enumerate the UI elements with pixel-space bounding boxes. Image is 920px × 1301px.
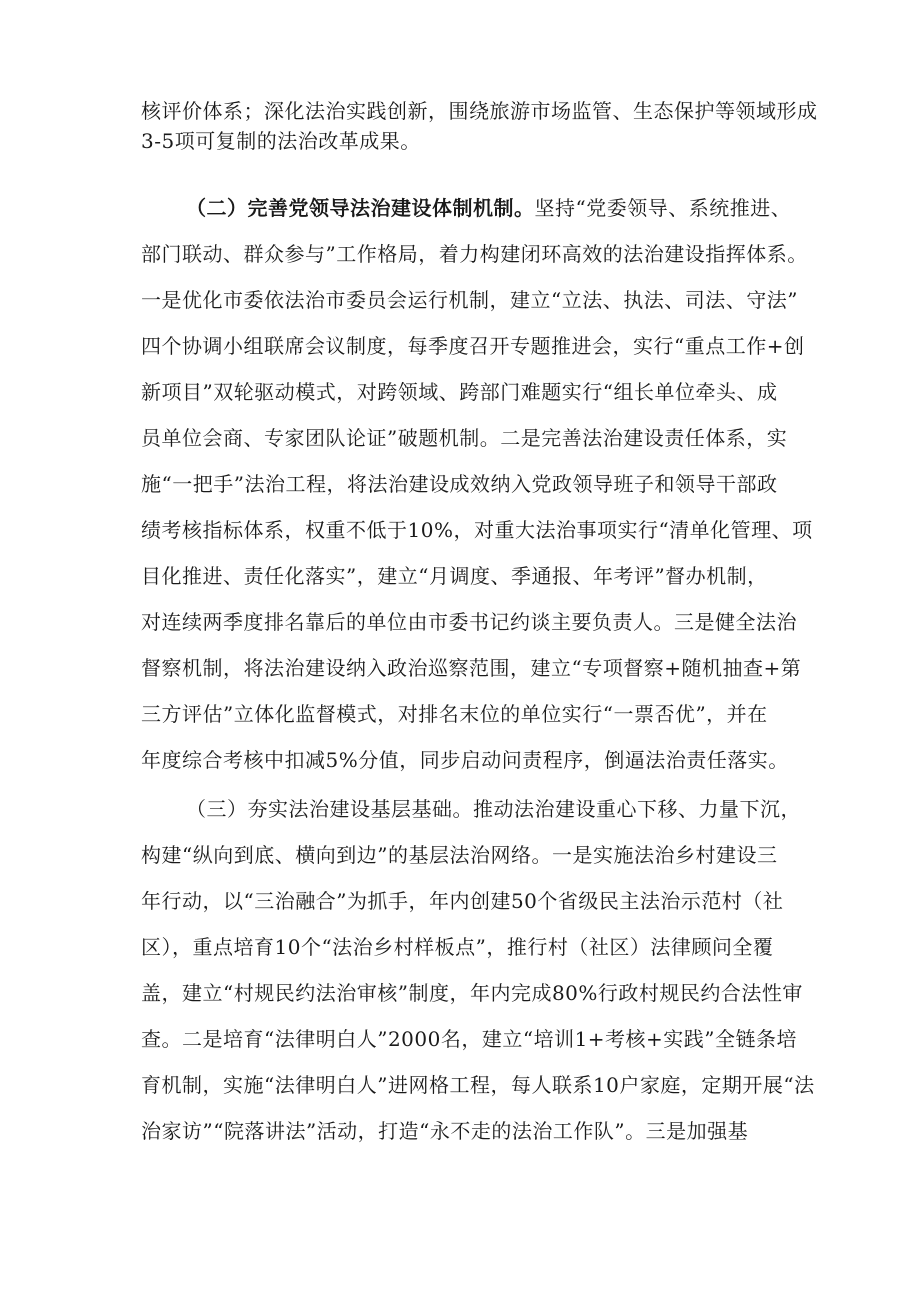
text-line: 督察机制，将法治建设纳入政治巡察范围，建立“专项督察+随机抽查+第 xyxy=(141,656,802,680)
text-line: 盖，建立“村规民约法治审核”制度，年内完成80%行政村规民约合法性审 xyxy=(141,981,803,1005)
text-line: 年行动，以“三治融合”为抓手，年内创建50个省级民主法治示范村（社 xyxy=(141,889,784,913)
text-line: 治家访”“院落讲法”活动，打造“永不走的法治工作队”。三是加强基 xyxy=(141,1119,749,1143)
text-line: 对连续两季度排名靠后的单位由市委书记约谈主要负责人。三是健全法治 xyxy=(141,610,797,634)
text-line: 员单位会商、专家团队论证”破题机制。二是完善法治建设责任体系，实 xyxy=(141,426,788,450)
text-line: 四个协调小组联席会议制度，每季度召开专题推进会，实行“重点工作+创 xyxy=(141,334,805,358)
text-line: 年度综合考核中扣减5%分值，同步启动问责程序，倒逼法治责任落实。 xyxy=(141,748,789,772)
section-heading: （二）完善党领导法治建设体制机制。 xyxy=(186,196,535,220)
text-line: 核评价体系；深化法治实践创新，围绕旅游市场监管、生态保护等领域形成 xyxy=(141,99,818,123)
text-line: 目化推进、责任化落实”，建立“月调度、季通报、年考评”督办机制， xyxy=(141,564,768,588)
text-line: 查。二是培育“法律明白人”2000名，建立“培训1+考核+实践”全链条培 xyxy=(141,1027,798,1051)
text-span: 坚持“党委领导、系统推进、 xyxy=(534,196,792,220)
text-line: 部门联动、群众参与”工作格局，着力构建闭环高效的法治建设指挥体系。 xyxy=(141,242,808,266)
text-line: 三方评估”立体化监督模式，对排名末位的单位实行“一票否优”，并在 xyxy=(141,702,768,726)
text-line: 区），重点培育10个“法治乡村样板点”，推行村（社区）法律顾问全覆 xyxy=(141,935,774,959)
text-line: 绩考核指标体系，权重不低于10%，对重大法治事项实行“清单化管理、项 xyxy=(141,518,813,542)
section-heading-line xyxy=(186,194,791,222)
text-line: 构建“纵向到底、横向到边”的基层法治网络。一是实施法治乡村建设三 xyxy=(141,843,778,867)
text-line: 育机制，实施“法律明白人”进网格工程，每人联系10户家庭，定期开展“法 xyxy=(141,1073,815,1097)
text-line: 一是优化市委依法治市委员会运行机制，建立“立法、执法、司法、守法” xyxy=(141,288,798,312)
section-heading-line: （三）夯实法治建设基层基础。推动法治建设重心下移、力量下沉， xyxy=(186,797,801,821)
text-line: 施“一把手”法治工程，将法治建设成效纳入党政领导班子和领导干部政 xyxy=(141,472,778,496)
text-line: 3-5项可复制的法治改革成果。 xyxy=(141,129,421,153)
text-line: 新项目”双轮驱动模式，对跨领域、跨部门难题实行“组长单位牵头、成 xyxy=(141,380,778,404)
